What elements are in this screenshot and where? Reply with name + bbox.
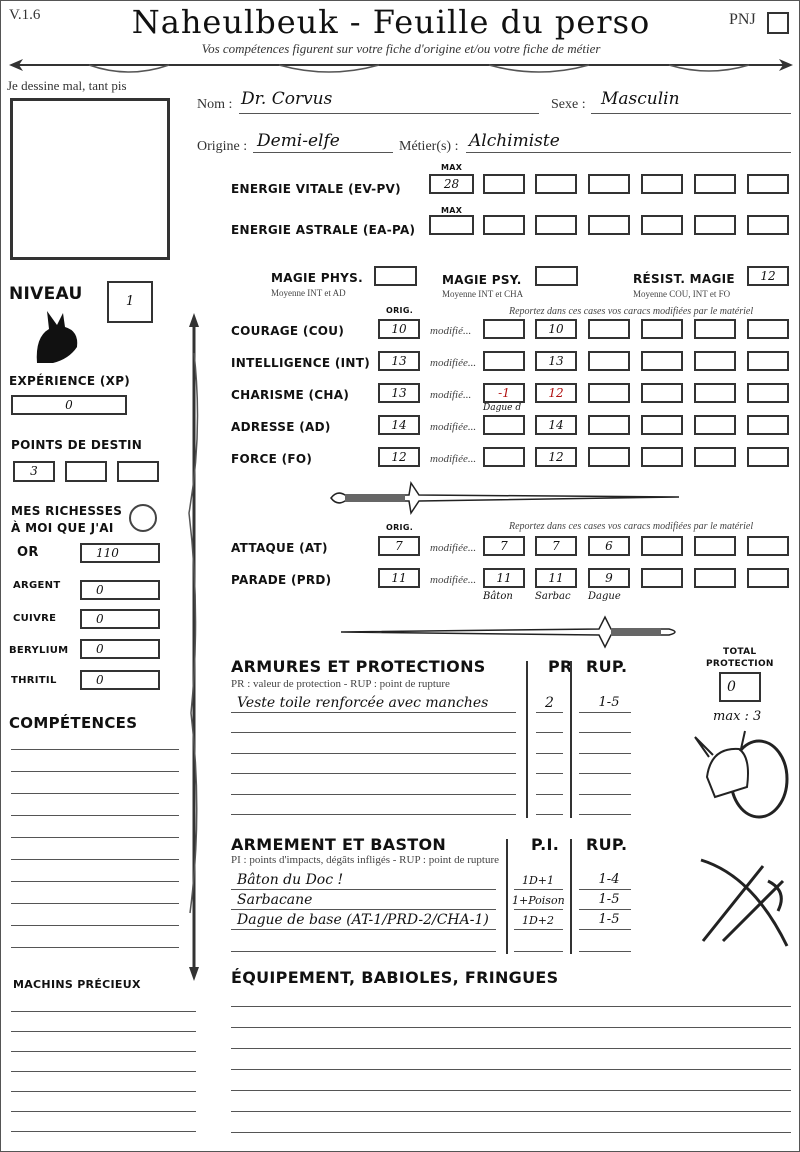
metier-field[interactable]: Alchimiste <box>469 131 560 151</box>
combat-modified-box[interactable] <box>694 536 736 556</box>
arme-pi[interactable]: 1+Poison <box>512 894 565 907</box>
equipement-line[interactable] <box>231 1006 791 1007</box>
resist-magie-label: RÉSIST. MAGIE <box>633 272 735 286</box>
stat-label: COURAGE (COU) <box>231 324 345 338</box>
stat-orig-box[interactable]: 12 <box>378 447 420 467</box>
pr-line <box>536 814 563 815</box>
stat-modified-label: modifiée... <box>430 453 477 465</box>
total-label: TOTAL <box>723 647 757 657</box>
pnj-label: PNJ <box>729 11 756 28</box>
resist-magie-sub: Moyenne COU, INT et FO <box>633 289 731 299</box>
combat-modified-label: modifiée... <box>430 542 477 554</box>
equipement-line[interactable] <box>231 1048 791 1049</box>
combat-modified-box[interactable] <box>641 568 683 588</box>
armure-line <box>231 773 516 774</box>
xp-label: EXPÉRIENCE (XP) <box>9 374 131 388</box>
stat-modified-box[interactable]: 12 <box>535 383 577 403</box>
stat-modified-box[interactable] <box>694 319 736 339</box>
armure-rup[interactable]: 1-5 <box>598 695 620 710</box>
rup-line <box>579 794 631 795</box>
ea-max-label: MAX <box>441 206 463 215</box>
sexe-label: Sexe : <box>551 97 586 112</box>
arme-name[interactable]: Dague de base (AT-1/PRD-2/CHA-1) <box>237 912 489 928</box>
stat-modified-box[interactable] <box>641 319 683 339</box>
metier-label: Métier(s) : <box>399 139 459 154</box>
machin-line[interactable] <box>11 1011 196 1012</box>
equipement-line[interactable] <box>231 1090 791 1091</box>
competence-line[interactable] <box>11 903 179 904</box>
niveau-label: NIVEAU <box>9 284 83 304</box>
arme-rup[interactable]: 1-4 <box>598 872 620 887</box>
competence-line[interactable] <box>11 815 179 816</box>
combat-modified-box[interactable]: 7 <box>483 536 525 556</box>
stat-modified-label: modifiée... <box>430 357 477 369</box>
arme-line <box>231 951 496 952</box>
stat-modified-box[interactable] <box>641 351 683 371</box>
ea-box[interactable] <box>747 215 789 235</box>
stat-modified-box[interactable] <box>483 447 525 467</box>
stat-modified-box[interactable] <box>694 447 736 467</box>
total-protection-box[interactable]: 0 <box>719 672 761 702</box>
combat-modified-box[interactable] <box>747 568 789 588</box>
combat-orig-label: ORIG. <box>386 523 414 532</box>
richesses-label-2: À MOI QUE J'AI <box>11 521 114 535</box>
arme-name[interactable]: Sarbacane <box>237 892 313 908</box>
stat-modified-box[interactable] <box>588 447 630 467</box>
competence-line[interactable] <box>11 771 179 772</box>
portrait-caption: Je dessine mal, tant pis <box>7 78 127 93</box>
arme-rup[interactable]: 1-5 <box>598 892 620 907</box>
pi-line <box>514 909 563 910</box>
stat-orig-box[interactable]: 14 <box>378 415 420 435</box>
page-title: Naheulbeuk - Feuille du perso <box>131 3 651 41</box>
ev-box[interactable] <box>483 174 525 194</box>
magie-psy-label: MAGIE PSY. <box>442 273 522 287</box>
stat-modified-box[interactable]: 14 <box>535 415 577 435</box>
machin-line[interactable] <box>11 1091 196 1092</box>
money-box[interactable]: 0 <box>80 639 160 659</box>
competence-line[interactable] <box>11 749 179 750</box>
ev-box[interactable] <box>747 174 789 194</box>
combat-modified-box[interactable] <box>747 536 789 556</box>
stat-label: INTELLIGENCE (INT) <box>231 356 370 370</box>
stat-orig-box[interactable]: 13 <box>378 351 420 371</box>
helmet-shield-icon <box>691 727 800 827</box>
combat-modified-label: modifiée... <box>430 574 477 586</box>
armement-title: ARMEMENT ET BASTON <box>231 835 447 854</box>
arme-line <box>231 929 496 930</box>
arme-rup-line <box>579 909 631 910</box>
stat-modified-label: modifié... <box>430 325 472 337</box>
rup-line <box>579 732 631 733</box>
pr-line <box>536 712 563 713</box>
combat-modified-box[interactable] <box>641 536 683 556</box>
arme-pi[interactable]: 1D+2 <box>521 914 555 927</box>
arrow-decoration <box>9 57 793 79</box>
stat-orig-box[interactable]: 13 <box>378 383 420 403</box>
money-box[interactable]: 0 <box>80 609 160 629</box>
money-box[interactable]: 0 <box>80 580 160 600</box>
rup-line <box>579 773 631 774</box>
richesses-label: MES RICHESSES <box>11 504 123 518</box>
destin-box[interactable]: 3 <box>13 461 55 482</box>
pr-header: PR <box>548 657 573 676</box>
armure-line <box>231 794 516 795</box>
pi-line <box>514 889 563 890</box>
rup-header: RUP. <box>586 657 628 676</box>
competence-line[interactable] <box>11 881 179 882</box>
combat-modified-box[interactable]: 7 <box>535 536 577 556</box>
arme-rup-line <box>579 951 631 952</box>
version: V.1.6 <box>9 7 41 23</box>
stat-label: CHARISME (CHA) <box>231 388 350 402</box>
weapon-note: Bâton <box>483 591 513 602</box>
machin-line[interactable] <box>11 1131 196 1132</box>
stat-modified-box[interactable] <box>747 351 789 371</box>
xp-box[interactable]: 0 <box>11 395 127 415</box>
armures-title: ARMURES ET PROTECTIONS <box>231 657 486 676</box>
ev-max-box[interactable]: 28 <box>429 174 474 194</box>
armure-line <box>231 732 516 733</box>
money-label: CUIVRE <box>13 613 57 624</box>
rup-line <box>579 712 631 713</box>
stat-modified-box[interactable] <box>747 415 789 435</box>
armure-pr[interactable]: 2 <box>545 695 554 711</box>
stat-modified-box[interactable] <box>588 319 630 339</box>
combat-modified-box[interactable]: 11 <box>483 568 525 588</box>
weapons-icon <box>693 856 793 951</box>
cha-note: Dague d <box>483 403 522 413</box>
arme-rup-line <box>579 889 631 890</box>
origine-label: Origine : <box>197 139 248 154</box>
money-label: ARGENT <box>13 580 61 591</box>
portrait-box[interactable] <box>10 98 170 260</box>
magie-phys-label: MAGIE PHYS. <box>271 271 363 285</box>
ea-box[interactable] <box>483 215 525 235</box>
rup-line <box>579 814 631 815</box>
equipement-line[interactable] <box>231 1069 791 1070</box>
stat-modified-box[interactable] <box>588 383 630 403</box>
subtitle: Vos compétences figurent sur votre fiche d'origine et/ou votre fiche de métier <box>201 41 601 56</box>
magie-phys-sub: Moyenne INT et AD <box>271 288 346 298</box>
pr-line <box>536 732 563 733</box>
machin-line[interactable] <box>11 1031 196 1032</box>
armure-line <box>231 753 516 754</box>
money-box[interactable]: 110 <box>80 543 160 563</box>
arme-pi[interactable]: 1D+1 <box>521 874 555 887</box>
stat-modified-box[interactable] <box>483 415 525 435</box>
magie-psy-sub: Moyenne INT et CHA <box>442 289 524 299</box>
armure-line <box>231 712 516 713</box>
stat-label: ADRESSE (AD) <box>231 420 331 434</box>
pr-line <box>536 773 563 774</box>
stat-orig-box[interactable]: 10 <box>378 319 420 339</box>
pi-line <box>514 929 563 930</box>
stat-modified-box[interactable] <box>483 351 525 371</box>
max-protection: max : 3 <box>713 709 762 724</box>
arme-line <box>231 889 496 890</box>
stat-modified-box[interactable] <box>694 351 736 371</box>
ev-box[interactable] <box>535 174 577 194</box>
combat-modified-box[interactable]: 9 <box>588 568 630 588</box>
ev-box[interactable] <box>588 174 630 194</box>
arme-rup[interactable]: 1-5 <box>598 912 620 927</box>
sword-decoration <box>329 481 689 515</box>
armure-name[interactable]: Veste toile renforcée avec manches <box>237 695 489 711</box>
stat-modified-box[interactable]: 10 <box>535 319 577 339</box>
stat-modified-box[interactable]: 12 <box>535 447 577 467</box>
stat-modified-box[interactable] <box>694 415 736 435</box>
competence-line[interactable] <box>11 793 179 794</box>
stat-modified-box[interactable] <box>483 319 525 339</box>
competence-line[interactable] <box>11 837 179 838</box>
weapon-note: Dague <box>588 591 621 602</box>
ea-label: ENERGIE ASTRALE (EA-PA) <box>231 223 416 237</box>
stat-modified-box[interactable]: 13 <box>535 351 577 371</box>
competence-line[interactable] <box>11 859 179 860</box>
protection-label: PROTECTION <box>706 659 774 669</box>
combat-modified-box[interactable]: 6 <box>588 536 630 556</box>
arme-line <box>231 909 496 910</box>
equipement-line[interactable] <box>231 1111 791 1112</box>
stat-label: FORCE (FO) <box>231 452 313 466</box>
armement-rup-header: RUP. <box>586 835 628 854</box>
armure-line <box>231 814 516 815</box>
niveau-box[interactable]: 1 <box>107 281 153 323</box>
equipement-line[interactable] <box>231 1027 791 1028</box>
machins-label: MACHINS PRÉCIEUX <box>13 978 141 991</box>
pi-header: P.I. <box>531 835 560 854</box>
ea-box[interactable] <box>535 215 577 235</box>
competences-label: COMPÉTENCES <box>9 714 138 732</box>
ea-max-box[interactable] <box>429 215 474 235</box>
dragon-icon <box>33 307 83 365</box>
ea-box[interactable] <box>641 215 683 235</box>
combat-label: ATTAQUE (AT) <box>231 541 328 555</box>
money-label: BERYLIUM <box>9 645 69 656</box>
nom-field[interactable]: Dr. Corvus <box>241 89 333 109</box>
magie-phys-box[interactable] <box>374 266 417 286</box>
weapon-note: Sarbac <box>535 591 571 602</box>
combat-label: PARADE (PRD) <box>231 573 332 587</box>
stat-modified-box[interactable] <box>641 447 683 467</box>
pnj-checkbox[interactable] <box>767 12 789 34</box>
stat-modified-box[interactable] <box>588 351 630 371</box>
combat-modified-box[interactable]: 11 <box>535 568 577 588</box>
ev-label: ENERGIE VITALE (EV-PV) <box>231 182 401 196</box>
report-note: Reportez dans ces cases vos caracs modifiées par le matériel <box>509 306 754 317</box>
equipement-line[interactable] <box>231 1132 791 1133</box>
resist-magie-box[interactable]: 12 <box>747 266 789 286</box>
stat-modified-box[interactable] <box>747 447 789 467</box>
ev-max-label: MAX <box>441 163 463 172</box>
destin-box[interactable] <box>117 461 159 482</box>
combat-orig-box[interactable]: 11 <box>378 568 420 588</box>
ev-box[interactable] <box>641 174 683 194</box>
money-label: THRITIL <box>11 675 57 686</box>
ea-box[interactable] <box>694 215 736 235</box>
pi-line <box>514 951 563 952</box>
magie-psy-box[interactable] <box>535 266 578 286</box>
pr-line <box>536 794 563 795</box>
competence-line[interactable] <box>11 947 179 948</box>
spear-decoration <box>185 313 203 981</box>
ea-box[interactable] <box>588 215 630 235</box>
nom-label: Nom : <box>197 97 233 112</box>
sword-decoration-2 <box>339 615 684 649</box>
pr-line <box>536 753 563 754</box>
combat-modified-box[interactable] <box>694 568 736 588</box>
stat-modified-label: modifié... <box>430 389 472 401</box>
origine-field[interactable]: Demi-elfe <box>257 131 340 151</box>
sexe-field[interactable]: Masculin <box>601 89 680 109</box>
stat-modified-box[interactable] <box>694 383 736 403</box>
ev-box[interactable] <box>694 174 736 194</box>
stat-modified-box[interactable]: -1 <box>483 383 525 403</box>
destin-label: POINTS DE DESTIN <box>11 438 143 452</box>
machin-line[interactable] <box>11 1111 196 1112</box>
machin-line[interactable] <box>11 1051 196 1052</box>
stat-modified-box[interactable] <box>588 415 630 435</box>
money-box[interactable]: 0 <box>80 670 160 690</box>
stat-modified-box[interactable] <box>641 415 683 435</box>
equipement-title: ÉQUIPEMENT, BABIOLES, FRINGUES <box>231 968 559 987</box>
coin-icon <box>129 504 157 532</box>
orig-label: ORIG. <box>386 306 414 315</box>
machin-line[interactable] <box>11 1071 196 1072</box>
arme-rup-line <box>579 929 631 930</box>
destin-box[interactable] <box>65 461 107 482</box>
competence-line[interactable] <box>11 925 179 926</box>
stat-modified-label: modifiée... <box>430 421 477 433</box>
stat-modified-box[interactable] <box>747 383 789 403</box>
combat-orig-box[interactable]: 7 <box>378 536 420 556</box>
stat-modified-box[interactable] <box>641 383 683 403</box>
combat-report-note: Reportez dans ces cases vos caracs modifiées par le matériel <box>509 521 754 532</box>
armement-sub: PI : points d'impacts, dégâts infligés - RUP : point de rupture <box>231 854 499 866</box>
money-label: OR <box>17 545 39 560</box>
armures-sub: PR : valeur de protection - RUP : point de rupture <box>231 678 450 690</box>
rup-line <box>579 753 631 754</box>
arme-name[interactable]: Bâton du Doc ! <box>237 872 344 888</box>
stat-modified-box[interactable] <box>747 319 789 339</box>
